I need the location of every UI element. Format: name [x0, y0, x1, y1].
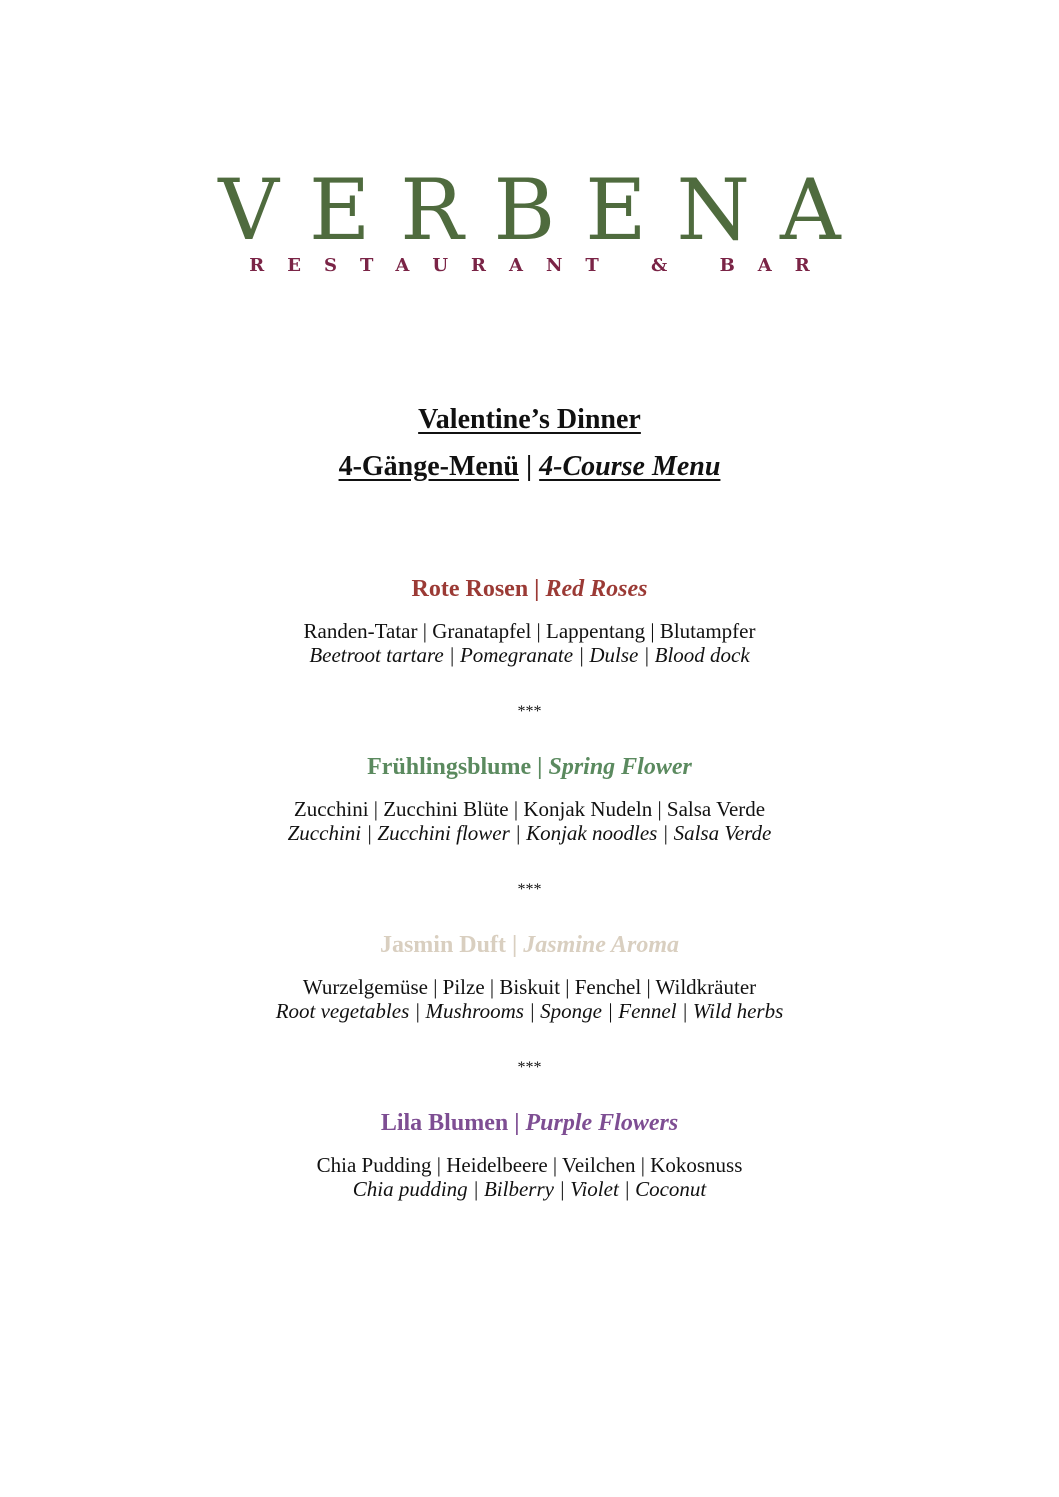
course-items-de: Wurzelgemüse | Pilze | Biskuit | Fenchel | Wildkräuter [302, 975, 757, 999]
course-name-de: Frühlingsblume [367, 754, 532, 780]
course-heading: Frühlingsblume | Spring Flower [367, 754, 692, 780]
subtitle-de: 4-Gänge-Menü [338, 451, 519, 482]
course-heading: Rote Rosen | Red Roses [411, 576, 648, 602]
course-items-en: Root vegetables | Mushrooms | Sponge | Fennel | Wild herbs [275, 999, 784, 1023]
logo-wordmark: VERBENA [218, 161, 871, 259]
course-name-en: Purple Flowers [525, 1110, 679, 1136]
title-text: Valentine’s Dinner [418, 404, 641, 435]
menu-title [0, 404, 1059, 436]
course-items-en: Beetroot tartare | Pomegranate | Dulse | Blood dock [309, 643, 750, 667]
course-name-de: Jasmin Duft [379, 932, 506, 958]
course-name-en: Jasmine Aroma [523, 932, 680, 958]
course-items-en: Chia pudding | Bilberry | Violet | Coconut [352, 1177, 707, 1201]
course-name-de: Lila Blumen [380, 1110, 509, 1136]
course-separator: *** [517, 703, 542, 720]
course-items-de: Randen-Tatar | Granatapfel | Lappentang | Blutampfer [303, 619, 756, 643]
course-name-en: Red Roses [545, 576, 648, 602]
course-items-de: Zucchini | Zucchini Blüte | Konjak Nudeln | Salsa Verde [293, 797, 766, 821]
course-heading: Lila Blumen | Purple Flowers [380, 1110, 679, 1136]
course-items-en: Zucchini | Zucchini flower | Konjak noodles | Salsa Verde [287, 821, 772, 845]
course-separator: *** [517, 881, 542, 898]
course-name-de: Rote Rosen [411, 576, 529, 602]
logo-tagline: RESTAURANT & BAR [249, 255, 833, 276]
course-separator: *** [517, 1059, 542, 1076]
course-heading: Jasmin Duft | Jasmine Aroma [379, 932, 680, 958]
subtitle-en: 4-Course Menu [539, 451, 721, 482]
menu-subtitle [0, 451, 1059, 483]
course-name-en: Spring Flower [548, 754, 692, 780]
course-items-de: Chia Pudding | Heidelbeere | Veilchen | Kokosnuss [316, 1153, 743, 1177]
subtitle-separator: | [526, 451, 533, 482]
